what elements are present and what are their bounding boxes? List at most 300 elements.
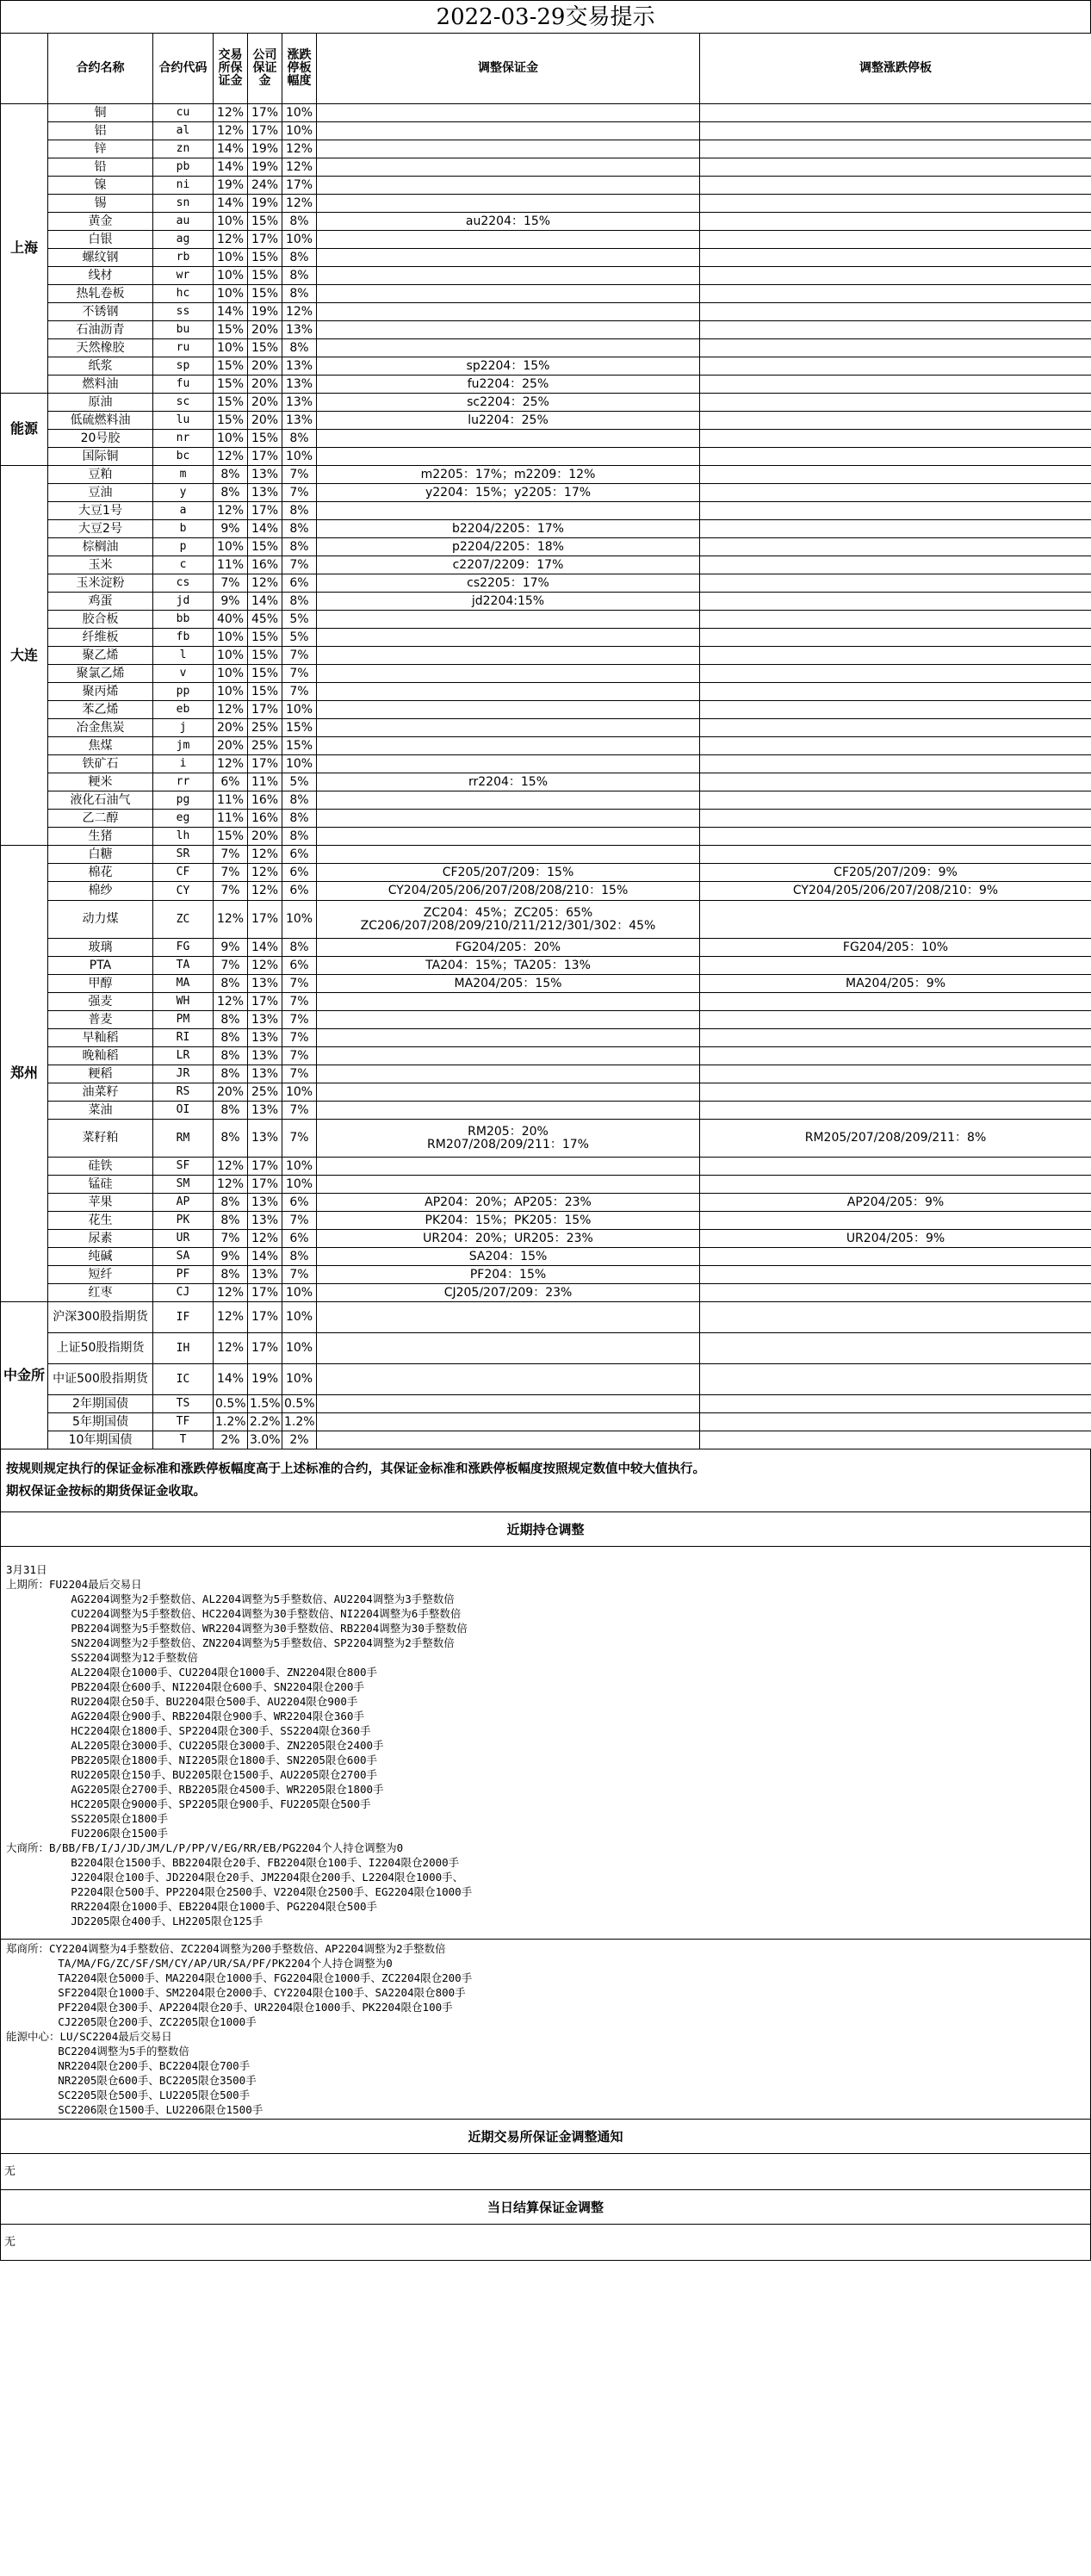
exchange-margin: 40% xyxy=(214,611,248,629)
table-body xyxy=(1,104,1091,1449)
exchange-margin: 8% xyxy=(214,1194,248,1212)
adjusted-limit xyxy=(700,593,1091,611)
table-row xyxy=(1,755,1091,773)
adjusted-limit: AP204/205：9% xyxy=(700,1194,1091,1212)
exchange-margin: 12% xyxy=(214,502,248,520)
table-row xyxy=(1,1120,1091,1158)
adjusted-limit xyxy=(700,376,1091,394)
contract-name: 油菜籽 xyxy=(48,1083,153,1102)
exchange-margin: 7% xyxy=(214,846,248,864)
adjusted-margin xyxy=(317,1413,700,1431)
company-margin: 13% xyxy=(248,1011,282,1029)
exchange-margin: 10% xyxy=(214,213,248,231)
adjusted-margin xyxy=(317,1065,700,1083)
table-row xyxy=(1,1248,1091,1266)
exchange-margin: 10% xyxy=(214,683,248,701)
limit-range: 13% xyxy=(282,321,317,339)
table-row xyxy=(1,357,1091,376)
contract-name: 大豆1号 xyxy=(48,502,153,520)
adjusted-limit xyxy=(700,719,1091,737)
exchange-margin: 15% xyxy=(214,321,248,339)
adjusted-limit xyxy=(700,339,1091,357)
adjusted-margin xyxy=(317,140,700,158)
company-margin: 14% xyxy=(248,939,282,957)
company-margin: 15% xyxy=(248,683,282,701)
adjusted-limit xyxy=(700,1047,1091,1065)
limit-range: 6% xyxy=(282,957,317,975)
contract-name: 粳稻 xyxy=(48,1065,153,1083)
exchange-margin: 15% xyxy=(214,357,248,376)
contract-code: TF xyxy=(153,1413,214,1431)
adjusted-limit: MA204/205：9% xyxy=(700,975,1091,993)
company-margin: 13% xyxy=(248,1194,282,1212)
adjusted-limit xyxy=(700,957,1091,975)
adjusted-limit xyxy=(700,520,1091,538)
adjusted-margin xyxy=(317,448,700,466)
exchange-margin: 15% xyxy=(214,412,248,430)
company-margin: 17% xyxy=(248,1302,282,1333)
contract-code: CJ xyxy=(153,1284,214,1302)
company-margin: 1.5% xyxy=(248,1395,282,1413)
limit-range: 6% xyxy=(282,882,317,901)
contract-name: 沪深300股指期货 xyxy=(48,1302,153,1333)
exchange-cell: 能源 xyxy=(1,394,48,466)
adjusted-limit xyxy=(700,647,1091,665)
adjusted-margin xyxy=(317,303,700,321)
company-margin: 13% xyxy=(248,1065,282,1083)
adjusted-limit xyxy=(700,303,1091,321)
contract-code: CF xyxy=(153,864,214,882)
adjusted-margin: au2204：15% xyxy=(317,213,700,231)
exchange-margin: 15% xyxy=(214,376,248,394)
contract-name: 不锈钢 xyxy=(48,303,153,321)
notice-header: 近期交易所保证金调整通知 xyxy=(0,2120,1091,2154)
adjusted-margin xyxy=(317,719,700,737)
company-margin: 15% xyxy=(248,267,282,285)
contract-code: cu xyxy=(153,104,214,122)
contract-name: 乙二醇 xyxy=(48,810,153,828)
limit-range: 12% xyxy=(282,195,317,213)
company-margin: 12% xyxy=(248,864,282,882)
adjusted-limit xyxy=(700,611,1091,629)
position-text: 3月31日 上期所：FU2204最后交易日 AG2204调整为2手整数倍、AL2204调整为5手整数倍、AU2204调整为3手整数倍 CU2204调整为5手整数倍、HC2204调整为30手整数倍、NI2204调整为6手整数倍 PB2204调整为5手整数倍、WR2204调整为30手整数倍、RB2204调整为30手整数倍 SN2204调整为2手整数倍、ZN2204调整为5手整数倍、SP2204调整为2手整数倍 SS2204调整为12手整数倍 AL2204限仓1000手、CU2204限仓1000手、ZN2204限仓800手 PB2204限仓600手、NI2204限仓600手、SN2204限仓200手 RU2204限仓50手、BU2204限仓500手、AU2204限仓900手 AG2204限仓900手、RB2204限仓900手、WR2204限仓360手 HC2204限仓1800手、SP2204限仓300手、SS2204限仓360手 AL2205限仓3000手、CU2205限仓3000手、ZN2205限仓2400手 PB2205限仓1800手、NI2205限仓1800手、SN2205限仓600手 RU2205限仓150手、BU2205限仓1500手、AU2205限仓2700手 AG2205限仓2700手、RB2205限仓4500手、WR2205限仓1800手 HC2205限仓9000手、SP2205限仓900手、FU2205限仓500手 SS2205限仓1800手 FU2206限仓1500手 大商所：B/BB/FB/I/J/JD/JM/L/P/PP/V/EG/RR/EB/PG2204个人持仓调整为0 B2204限仓1500手、BB2204限仓20手、FB2204限仓100手、I2204限仓2000手 J2204限仓100手、JD2204限仓20手、JM2204限仓200手、L2204限仓1000手、 P2204限仓500手、PP2204限仓2500手、V2204限仓2500手、EG2204限仓1000手 RR2204限仓1000手、EB2204限仓1000手、PG2204限仓500手 JD2205限仓400手、LH2205限仓125手 xyxy=(0,1547,1091,1940)
table-row xyxy=(1,1302,1091,1333)
limit-range: 7% xyxy=(282,1047,317,1065)
table-row xyxy=(1,412,1091,430)
adjusted-limit xyxy=(700,1333,1091,1364)
exchange-margin: 10% xyxy=(214,249,248,267)
header-exchange xyxy=(1,34,48,104)
company-margin: 15% xyxy=(248,339,282,357)
limit-range: 7% xyxy=(282,1011,317,1029)
contract-name: 石油沥青 xyxy=(48,321,153,339)
limit-range: 12% xyxy=(282,303,317,321)
contract-code: ni xyxy=(153,177,214,195)
contract-code: eg xyxy=(153,810,214,828)
exchange-margin: 8% xyxy=(214,1102,248,1120)
contract-name: 粳米 xyxy=(48,773,153,791)
adjusted-margin xyxy=(317,1029,700,1047)
adjusted-limit: CY204/205/206/207/208/210：9% xyxy=(700,882,1091,901)
limit-range: 8% xyxy=(282,285,317,303)
contract-code: pp xyxy=(153,683,214,701)
contract-name: 早籼稻 xyxy=(48,1029,153,1047)
contract-name: 纤维板 xyxy=(48,629,153,647)
company-margin: 14% xyxy=(248,520,282,538)
adjusted-margin xyxy=(317,791,700,810)
adjusted-margin: ZC204：45%；ZC205：65% ZC206/207/208/209/210/211/212/301/302：45% xyxy=(317,901,700,939)
page-title: 2022-03-29交易提示 xyxy=(0,0,1091,33)
exchange-margin: 10% xyxy=(214,538,248,556)
table-row xyxy=(1,828,1091,846)
table-row xyxy=(1,520,1091,538)
limit-range: 6% xyxy=(282,1194,317,1212)
adjusted-limit xyxy=(700,394,1091,412)
company-margin: 13% xyxy=(248,1029,282,1047)
exchange-margin: 12% xyxy=(214,755,248,773)
adjusted-margin: PK204：15%；PK205：15% xyxy=(317,1212,700,1230)
contract-code: rr xyxy=(153,773,214,791)
exchange-margin: 10% xyxy=(214,267,248,285)
adjusted-margin xyxy=(317,993,700,1011)
adjusted-margin xyxy=(317,665,700,683)
adjusted-margin: y2204：15%；y2205：17% xyxy=(317,484,700,502)
adjusted-margin xyxy=(317,737,700,755)
adjusted-margin: TA204：15%；TA205：13% xyxy=(317,957,700,975)
company-margin: 2.2% xyxy=(248,1413,282,1431)
limit-range: 17% xyxy=(282,177,317,195)
contract-code: RM xyxy=(153,1120,214,1158)
company-margin: 13% xyxy=(248,1120,282,1158)
adjusted-margin xyxy=(317,502,700,520)
adjusted-limit xyxy=(700,1431,1091,1449)
table-row xyxy=(1,1102,1091,1120)
contract-code: TS xyxy=(153,1395,214,1413)
table-row xyxy=(1,1333,1091,1364)
table-row xyxy=(1,376,1091,394)
contract-code: eb xyxy=(153,701,214,719)
contract-code: T xyxy=(153,1431,214,1449)
adjusted-limit xyxy=(700,791,1091,810)
limit-range: 6% xyxy=(282,574,317,593)
contract-code: i xyxy=(153,755,214,773)
contract-code: fb xyxy=(153,629,214,647)
table-row xyxy=(1,939,1091,957)
limit-range: 10% xyxy=(282,448,317,466)
adjusted-margin: c2207/2209：17% xyxy=(317,556,700,574)
exchange-margin: 8% xyxy=(214,484,248,502)
adjusted-margin xyxy=(317,683,700,701)
adjusted-limit xyxy=(700,556,1091,574)
adjusted-margin xyxy=(317,122,700,140)
contract-name: 菜油 xyxy=(48,1102,153,1120)
table-row xyxy=(1,285,1091,303)
table-row xyxy=(1,737,1091,755)
contract-name: 硅铁 xyxy=(48,1158,153,1176)
table-row xyxy=(1,158,1091,177)
contract-code: nr xyxy=(153,430,214,448)
contract-code: PF xyxy=(153,1266,214,1284)
exchange-margin: 7% xyxy=(214,1230,248,1248)
table-row xyxy=(1,556,1091,574)
adjusted-margin xyxy=(317,1333,700,1364)
exchange-margin: 11% xyxy=(214,556,248,574)
adjusted-limit xyxy=(700,846,1091,864)
contract-name: 强麦 xyxy=(48,993,153,1011)
limit-range: 13% xyxy=(282,394,317,412)
adjusted-limit xyxy=(700,267,1091,285)
limit-range: 10% xyxy=(282,104,317,122)
table-row xyxy=(1,611,1091,629)
table-row xyxy=(1,864,1091,882)
adjusted-margin: b2204/2205：17% xyxy=(317,520,700,538)
contract-code: pb xyxy=(153,158,214,177)
contract-name: 菜籽粕 xyxy=(48,1120,153,1158)
company-margin: 17% xyxy=(248,993,282,1011)
contract-name: 镍 xyxy=(48,177,153,195)
contract-name: 棕榈油 xyxy=(48,538,153,556)
table-row xyxy=(1,267,1091,285)
table-row xyxy=(1,975,1091,993)
contract-code: a xyxy=(153,502,214,520)
adjusted-limit xyxy=(700,828,1091,846)
limit-range: 5% xyxy=(282,773,317,791)
company-margin: 17% xyxy=(248,701,282,719)
header-code: 合约代码 xyxy=(153,34,214,104)
table-row xyxy=(1,719,1091,737)
adjusted-limit xyxy=(700,683,1091,701)
company-margin: 17% xyxy=(248,1176,282,1194)
company-margin: 11% xyxy=(248,773,282,791)
adjusted-margin xyxy=(317,177,700,195)
exchange-margin: 12% xyxy=(214,448,248,466)
adjusted-margin xyxy=(317,195,700,213)
table-row xyxy=(1,466,1091,484)
contract-code: lu xyxy=(153,412,214,430)
contract-name: 玻璃 xyxy=(48,939,153,957)
contract-name: 焦煤 xyxy=(48,737,153,755)
adjusted-limit xyxy=(700,1266,1091,1284)
contract-code: sp xyxy=(153,357,214,376)
adjusted-margin xyxy=(317,1431,700,1449)
contract-name: 2年期国债 xyxy=(48,1395,153,1413)
contract-code: SA xyxy=(153,1248,214,1266)
contract-name: 锰硅 xyxy=(48,1176,153,1194)
adjusted-limit xyxy=(700,755,1091,773)
adjusted-limit xyxy=(700,1248,1091,1266)
adjusted-limit xyxy=(700,993,1091,1011)
company-margin: 16% xyxy=(248,556,282,574)
adjusted-margin xyxy=(317,629,700,647)
table-row xyxy=(1,1266,1091,1284)
adjusted-limit xyxy=(700,1395,1091,1413)
contract-name: 尿素 xyxy=(48,1230,153,1248)
exchange-margin: 12% xyxy=(214,104,248,122)
adjusted-margin: m2205：17%；m2209：12% xyxy=(317,466,700,484)
contract-name: PTA xyxy=(48,957,153,975)
limit-range: 15% xyxy=(282,719,317,737)
contract-code: m xyxy=(153,466,214,484)
exchange-margin: 14% xyxy=(214,195,248,213)
adjusted-margin: CF205/207/209：15% xyxy=(317,864,700,882)
company-margin: 17% xyxy=(248,104,282,122)
contract-code: ag xyxy=(153,231,214,249)
adjusted-limit xyxy=(700,665,1091,683)
adjusted-margin xyxy=(317,1364,700,1395)
company-margin: 14% xyxy=(248,593,282,611)
company-margin: 14% xyxy=(248,1248,282,1266)
limit-range: 10% xyxy=(282,1083,317,1102)
table-row xyxy=(1,231,1091,249)
exchange-margin: 12% xyxy=(214,122,248,140)
table-row xyxy=(1,394,1091,412)
contract-name: 豆粕 xyxy=(48,466,153,484)
company-margin: 20% xyxy=(248,321,282,339)
adjusted-margin: MA204/205：15% xyxy=(317,975,700,993)
contract-code: pg xyxy=(153,791,214,810)
exchange-margin: 7% xyxy=(214,957,248,975)
adjusted-limit xyxy=(700,1158,1091,1176)
adjusted-limit xyxy=(700,122,1091,140)
limit-range: 2% xyxy=(282,1431,317,1449)
limit-range: 10% xyxy=(282,1284,317,1302)
table-row xyxy=(1,701,1091,719)
contract-code: LR xyxy=(153,1047,214,1065)
contract-name: 聚氯乙烯 xyxy=(48,665,153,683)
table-row xyxy=(1,104,1091,122)
exchange-margin: 12% xyxy=(214,1176,248,1194)
limit-range: 10% xyxy=(282,701,317,719)
limit-range: 7% xyxy=(282,1029,317,1047)
contract-name: 纯碱 xyxy=(48,1248,153,1266)
exchange-margin: 19% xyxy=(214,177,248,195)
contract-code: UR xyxy=(153,1230,214,1248)
contract-name: 聚乙烯 xyxy=(48,647,153,665)
limit-range: 7% xyxy=(282,1102,317,1120)
company-margin: 15% xyxy=(248,665,282,683)
company-margin: 15% xyxy=(248,430,282,448)
adjusted-limit xyxy=(700,249,1091,267)
contract-name: 花生 xyxy=(48,1212,153,1230)
limit-range: 13% xyxy=(282,376,317,394)
adjusted-limit xyxy=(700,629,1091,647)
contract-name: 燃料油 xyxy=(48,376,153,394)
exchange-margin: 8% xyxy=(214,1047,248,1065)
table-row xyxy=(1,1230,1091,1248)
adjusted-limit xyxy=(700,574,1091,593)
position-text-2: 郑商所：CY2204调整为4手整数倍、ZC2204调整为200手整数倍、AP2204调整为2手整数倍 TA/MA/FG/ZC/SF/SM/CY/AP/UR/SA/PF/PK2204个人持仓调整为0 TA2204限仓5000手、MA2204限仓1000手、FG2204限仓1000手、ZC2204限仓200手 SF2204限仓1000手、SM2204限仓2000手、CY2204限仓100手、SA2204限仓800手 PF2204限仓300手、AP2204限仓20手、UR2204限仓1000手、PK2204限仓100手 CJ2205限仓200手、ZC2205限仓1000手 能源中心：LU/SC2204最后交易日 BC2204调整为5手的整数倍 NR2204限仓200手、BC2204限仓700手 NR2205限仓600手、BC2205限仓3500手 SC2205限仓500手、LU2205限仓500手 SC2206限仓1500手、LU2206限仓1500手 xyxy=(0,1940,1091,2120)
exchange-margin: 14% xyxy=(214,140,248,158)
exchange-margin: 8% xyxy=(214,1120,248,1158)
adjusted-limit xyxy=(700,430,1091,448)
exchange-margin: 12% xyxy=(214,993,248,1011)
table-row xyxy=(1,1413,1091,1431)
table-row xyxy=(1,502,1091,520)
exchange-margin: 10% xyxy=(214,665,248,683)
exchange-margin: 12% xyxy=(214,231,248,249)
header-limit: 涨跌停板幅度 xyxy=(282,34,317,104)
table-row xyxy=(1,901,1091,939)
company-margin: 15% xyxy=(248,647,282,665)
table-row xyxy=(1,791,1091,810)
adjusted-margin: PF204：15% xyxy=(317,1266,700,1284)
adjusted-limit xyxy=(700,1065,1091,1083)
contract-name: 棉花 xyxy=(48,864,153,882)
header-comp-margin: 公司保证金 xyxy=(248,34,282,104)
table-row xyxy=(1,1176,1091,1194)
contract-name: 苯乙烯 xyxy=(48,701,153,719)
limit-range: 8% xyxy=(282,791,317,810)
exchange-margin: 7% xyxy=(214,574,248,593)
adjusted-limit xyxy=(700,1302,1091,1333)
exchange-margin: 12% xyxy=(214,1284,248,1302)
limit-range: 7% xyxy=(282,1065,317,1083)
adjusted-margin xyxy=(317,810,700,828)
contract-name: 动力煤 xyxy=(48,901,153,939)
limit-range: 10% xyxy=(282,122,317,140)
table-row xyxy=(1,846,1091,864)
company-margin: 19% xyxy=(248,140,282,158)
table-row xyxy=(1,538,1091,556)
adjusted-limit xyxy=(700,140,1091,158)
adjusted-margin: rr2204：15% xyxy=(317,773,700,791)
header-adj-margin: 调整保证金 xyxy=(317,34,700,104)
adjusted-limit xyxy=(700,502,1091,520)
adjusted-margin xyxy=(317,339,700,357)
adjusted-margin: SA204：15% xyxy=(317,1248,700,1266)
company-margin: 17% xyxy=(248,901,282,939)
contract-name: 锡 xyxy=(48,195,153,213)
exchange-margin: 8% xyxy=(214,975,248,993)
exchange-margin: 10% xyxy=(214,339,248,357)
table-row xyxy=(1,810,1091,828)
company-margin: 12% xyxy=(248,1230,282,1248)
adjusted-limit xyxy=(700,901,1091,939)
company-margin: 17% xyxy=(248,755,282,773)
contract-name: 大豆2号 xyxy=(48,520,153,538)
company-margin: 12% xyxy=(248,574,282,593)
table-row xyxy=(1,448,1091,466)
contract-code: hc xyxy=(153,285,214,303)
exchange-margin: 7% xyxy=(214,864,248,882)
adjusted-limit xyxy=(700,104,1091,122)
contract-code: jd xyxy=(153,593,214,611)
contract-name: 天然橡胶 xyxy=(48,339,153,357)
exchange-margin: 10% xyxy=(214,647,248,665)
adjusted-limit xyxy=(700,412,1091,430)
contract-name: 液化石油气 xyxy=(48,791,153,810)
limit-range: 12% xyxy=(282,158,317,177)
contract-name: 中证500股指期货 xyxy=(48,1364,153,1395)
contract-name: 白糖 xyxy=(48,846,153,864)
limit-range: 7% xyxy=(282,484,317,502)
exchange-cell: 大连 xyxy=(1,466,48,846)
exchange-margin: 10% xyxy=(214,430,248,448)
exchange-margin: 10% xyxy=(214,629,248,647)
adjusted-margin xyxy=(317,1102,700,1120)
table-row xyxy=(1,1158,1091,1176)
adjusted-limit: CF205/207/209：9% xyxy=(700,864,1091,882)
exchange-margin: 10% xyxy=(214,285,248,303)
company-margin: 13% xyxy=(248,975,282,993)
limit-range: 8% xyxy=(282,1248,317,1266)
adjusted-limit xyxy=(700,484,1091,502)
company-margin: 15% xyxy=(248,629,282,647)
rule-note: 按规则规定执行的保证金标准和涨跌停板幅度高于上述标准的合约，其保证金标准和涨跌停板幅度按照规定数值中较大值执行。 期权保证金按标的期货保证金收取。 xyxy=(0,1449,1091,1512)
contract-code: wr xyxy=(153,267,214,285)
limit-range: 7% xyxy=(282,1266,317,1284)
limit-range: 0.5% xyxy=(282,1395,317,1413)
